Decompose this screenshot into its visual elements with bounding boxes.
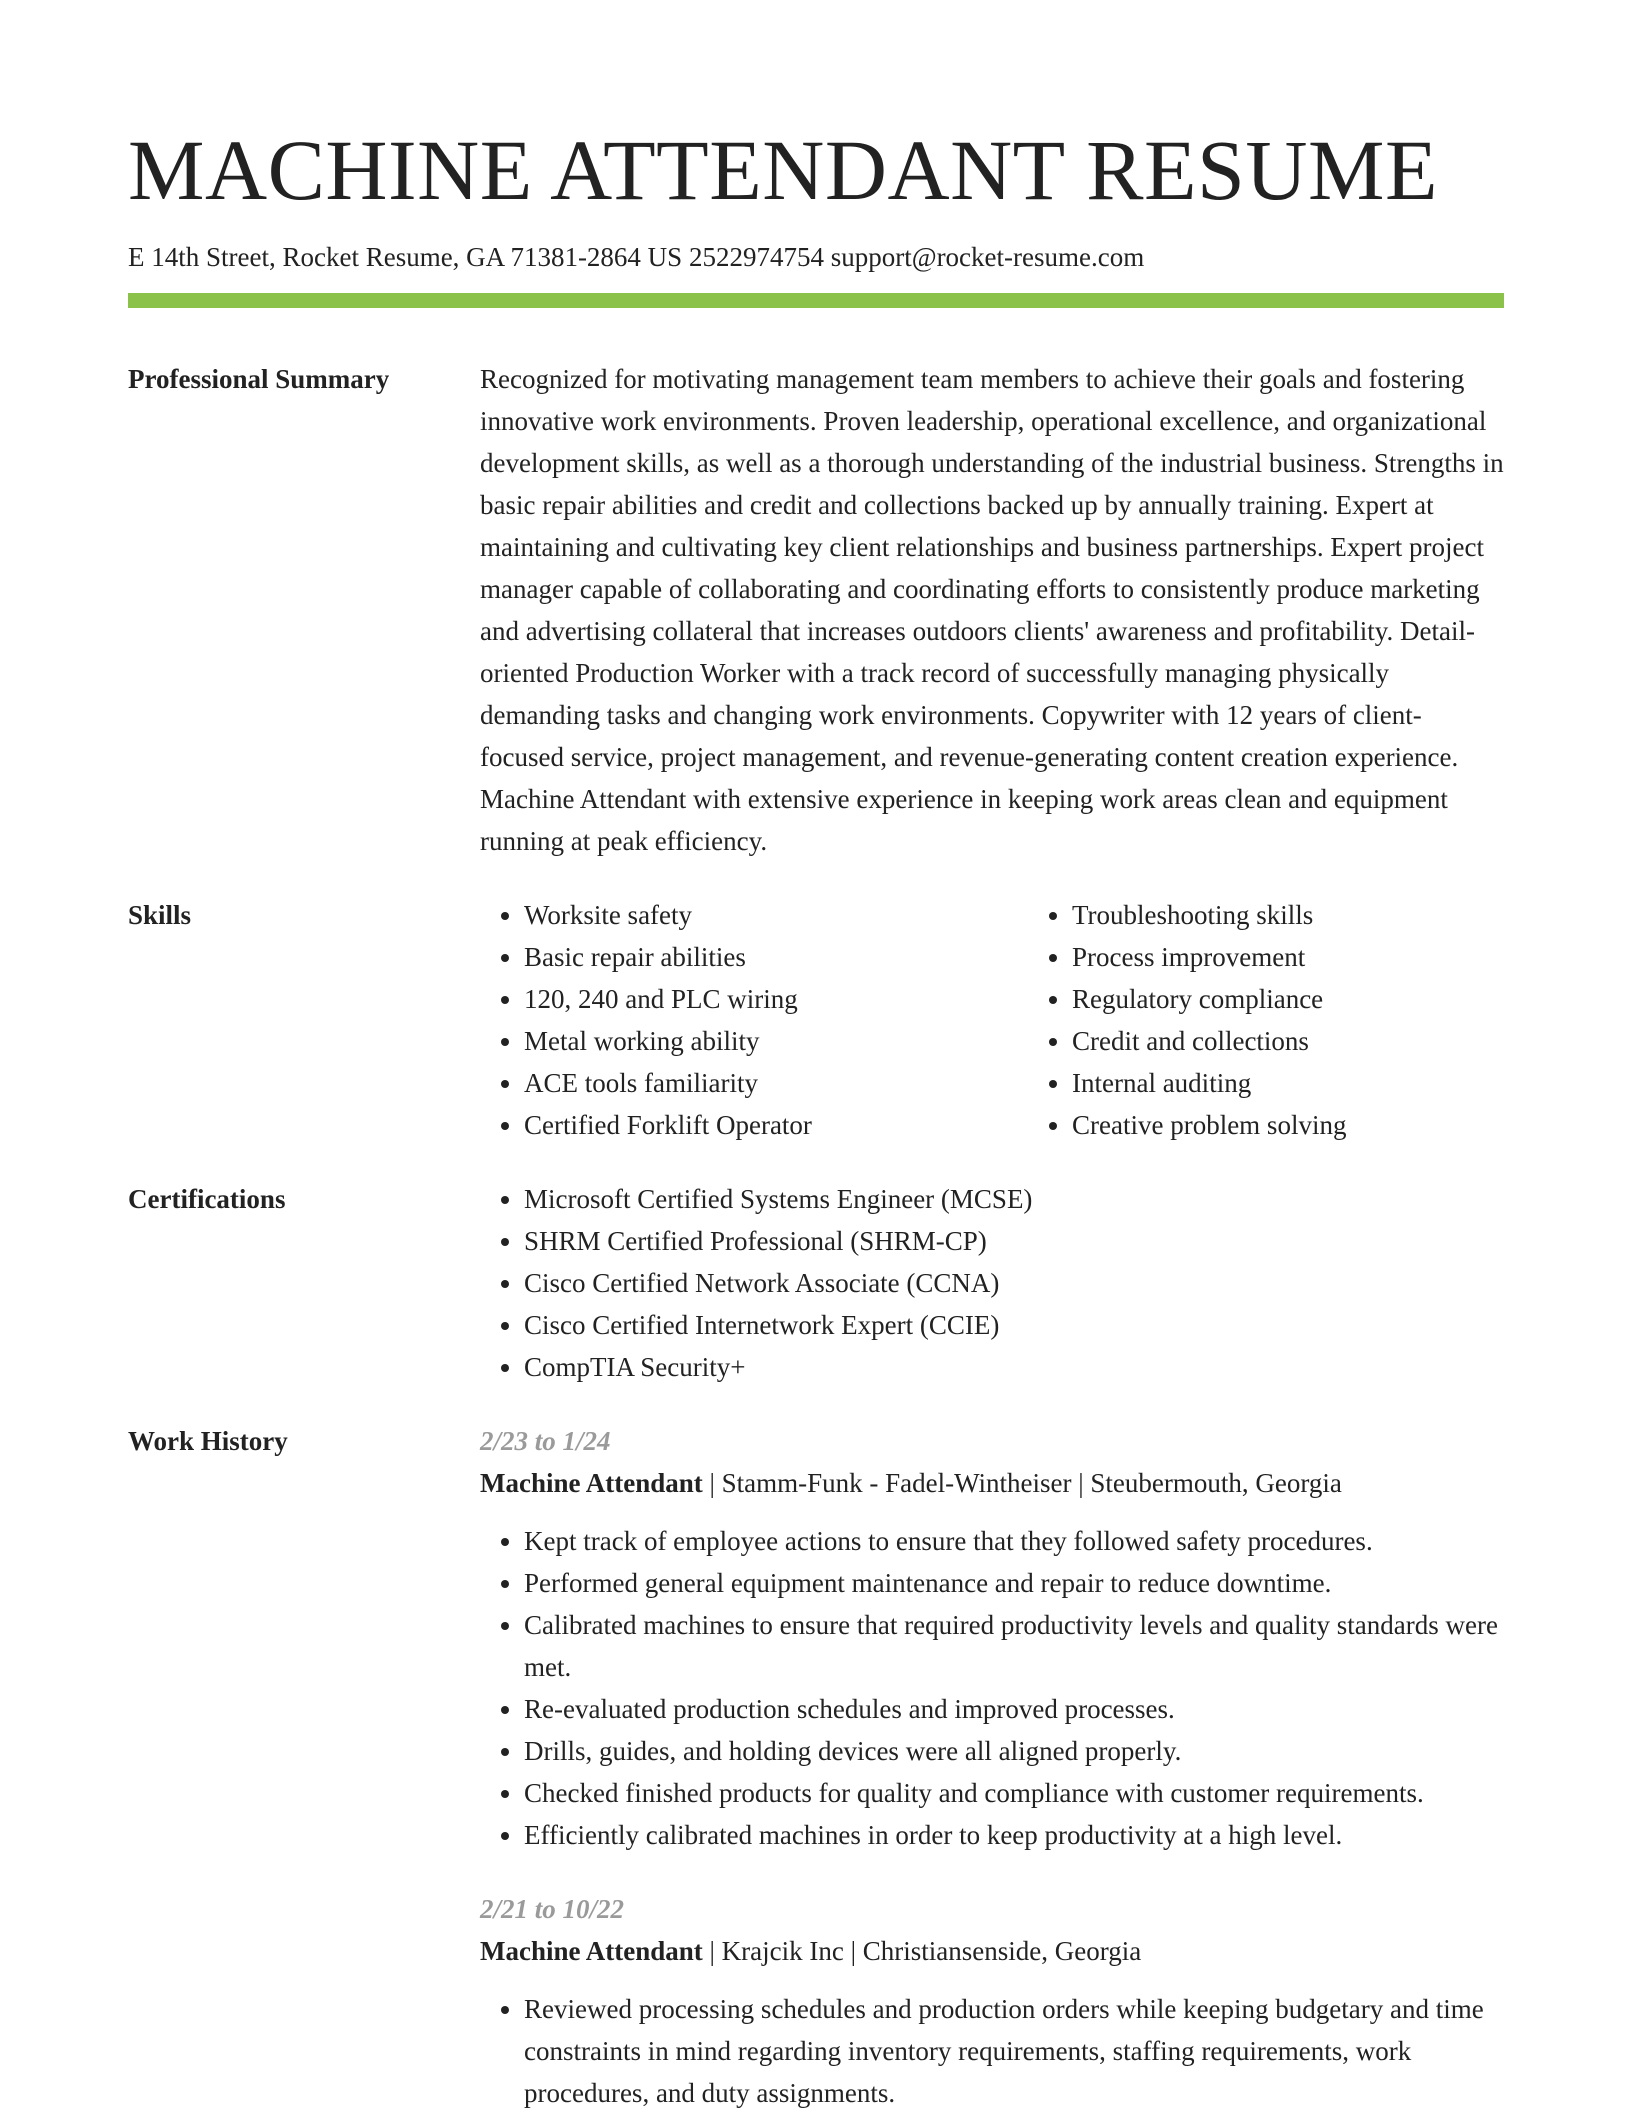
job-bullet: • Reviewed processing schedules and production orders while keeping budgetary and time constraints in mind regarding inventory requirements, staffing requirements, work procedures, and duty assignments. bbox=[524, 1988, 1504, 2114]
job-bullet: • Efficiently calibrated machines in order to keep productivity at a high level. bbox=[524, 1814, 1504, 1856]
job-title: Machine Attendant bbox=[480, 1936, 703, 1966]
skill-item: • Creative problem solving bbox=[1072, 1104, 1532, 1146]
skills-section bbox=[128, 894, 1504, 1146]
skills-list-left bbox=[480, 894, 984, 1146]
skill-item: • Credit and collections bbox=[1072, 1020, 1532, 1062]
job-entry bbox=[480, 1888, 1504, 2114]
resume-page bbox=[128, 0, 1504, 2114]
section-label-work-history: Work History bbox=[128, 1426, 288, 1456]
job-heading bbox=[480, 1930, 1504, 1972]
skill-item: • Internal auditing bbox=[1072, 1062, 1532, 1104]
skills-columns bbox=[480, 894, 1532, 1146]
certification-item: • Microsoft Certified Systems Engineer (MCSE) bbox=[524, 1178, 1504, 1220]
certifications-list bbox=[480, 1178, 1504, 1388]
skill-item: • Basic repair abilities bbox=[524, 936, 984, 978]
certification-item: • Cisco Certified Network Associate (CCNA) bbox=[524, 1262, 1504, 1304]
certification-item: • CompTIA Security+ bbox=[524, 1346, 1504, 1388]
job-bullet-list bbox=[480, 1520, 1504, 1856]
accent-divider bbox=[128, 293, 1504, 308]
section-label-certifications: Certifications bbox=[128, 1184, 286, 1214]
summary-body bbox=[480, 358, 1504, 862]
job-bullet: • Calibrated machines to ensure that required productivity levels and quality standards were met. bbox=[524, 1604, 1504, 1688]
skill-item: • Certified Forklift Operator bbox=[524, 1104, 984, 1146]
skill-item: • ACE tools familiarity bbox=[524, 1062, 984, 1104]
job-dates: 2/23 to 1/24 bbox=[480, 1426, 611, 1456]
skill-item: • Troubleshooting skills bbox=[1072, 894, 1532, 936]
section-label-skills: Skills bbox=[128, 900, 192, 930]
job-bullet: • Checked finished products for quality and compliance with customer requirements. bbox=[524, 1772, 1504, 1814]
job-title: Machine Attendant bbox=[480, 1468, 703, 1498]
work-history-section bbox=[128, 1420, 1504, 2114]
skill-item: • Metal working ability bbox=[524, 1020, 984, 1062]
skill-item: • Process improvement bbox=[1072, 936, 1532, 978]
job-dates: 2/21 to 10/22 bbox=[480, 1894, 625, 1924]
skill-item: • Regulatory compliance bbox=[1072, 978, 1532, 1020]
skills-list-right bbox=[1028, 894, 1532, 1146]
certification-item: • Cisco Certified Internetwork Expert (CCIE) bbox=[524, 1304, 1504, 1346]
work-history-body bbox=[480, 1420, 1504, 2114]
certifications-section bbox=[128, 1178, 1504, 1388]
skill-item: • Worksite safety bbox=[524, 894, 984, 936]
job-details: | Stamm-Funk - Fadel-Wintheiser | Steubermouth, Georgia bbox=[702, 1468, 1342, 1498]
contact-line: E 14th Street, Rocket Resume, GA 71381-2864 US 2522974754 support@rocket-resume.com bbox=[128, 242, 1145, 272]
job-bullet: • Performed general equipment maintenance and repair to reduce downtime. bbox=[524, 1562, 1504, 1604]
certifications-body bbox=[480, 1178, 1504, 1388]
job-details: | Krajcik Inc | Christiansenside, Georgia bbox=[702, 1936, 1142, 1966]
certification-item: • SHRM Certified Professional (SHRM-CP) bbox=[524, 1220, 1504, 1262]
job-bullet: • Re-evaluated production schedules and improved processes. bbox=[524, 1688, 1504, 1730]
summary-text: Recognized for motivating management team members to achieve their goals and fostering innovative work environments. Proven leadership, operational excellence, and organizational development skills, as well as a thorough understanding of the industrial business. Strengths in basic repair abilities and credit and collections backed up by annually training. Expert at maintaining and cultivating key client relationships and business partnerships. Expert project manager capable of collaborating and coordinating efforts to consistently produce marketing and advertising collateral that increases outdoors clients' awareness and profitability. Detail-oriented Production Worker with a track record of successfully managing physically demanding tasks and changing work environments. Copywriter with 12 years of client-focused service, project management, and revenue-generating content creation experience. Machine Attendant with extensive experience in keeping work areas clean and equipment running at peak efficiency. bbox=[480, 364, 1504, 856]
job-bullet: • Drills, guides, and holding devices were all aligned properly. bbox=[524, 1730, 1504, 1772]
skill-item: • 120, 240 and PLC wiring bbox=[524, 978, 984, 1020]
professional-summary-section bbox=[128, 358, 1504, 862]
job-bullet: • Kept track of employee actions to ensure that they followed safety procedures. bbox=[524, 1520, 1504, 1562]
resume-title: MACHINE ATTENDANT RESUME bbox=[128, 122, 1438, 218]
job-heading bbox=[480, 1462, 1504, 1504]
section-label-summary: Professional Summary bbox=[128, 364, 390, 394]
job-entry bbox=[480, 1420, 1504, 1856]
job-bullet-list bbox=[480, 1988, 1504, 2114]
